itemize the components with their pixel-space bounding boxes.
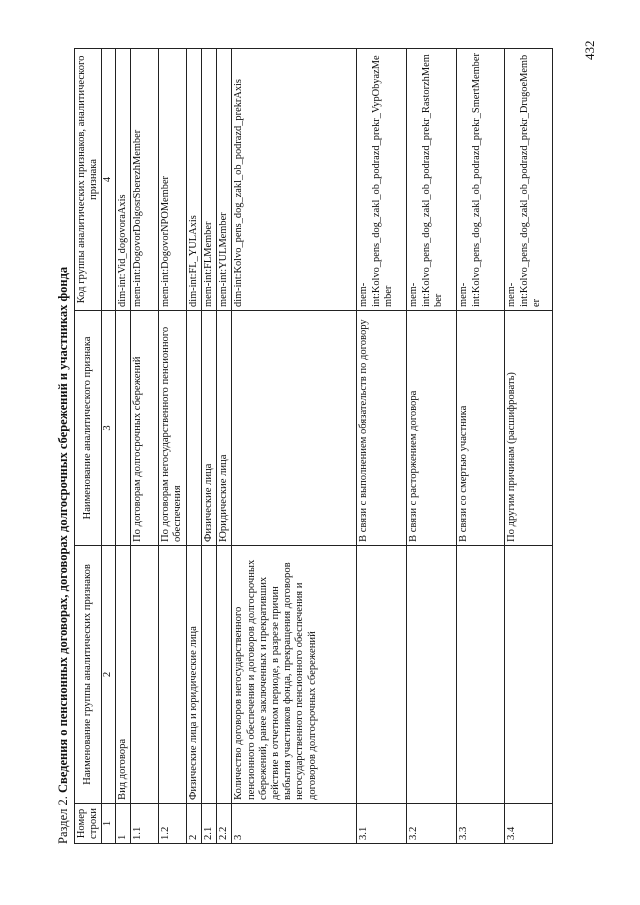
section-title [54, 49, 74, 844]
col-number: 4 [102, 49, 115, 311]
table-row [186, 49, 201, 844]
code-cell: mem-int:DogovorNPOMember [158, 49, 186, 311]
code-cell: dim-int:FL_YULAxis [186, 49, 201, 311]
feature-name [115, 311, 130, 546]
header-code: Код группы аналитических признаков, аналитического признака [75, 49, 102, 311]
table-row [232, 49, 357, 844]
feature-name: Юридические лица [217, 311, 232, 546]
row-number: 1 [115, 804, 130, 844]
feature-name: По договорам негосударственного пенсионного обеспечения [158, 311, 186, 546]
row-number: 2.2 [217, 804, 232, 844]
table-row [130, 49, 158, 844]
feature-name: В связи со смертью участника [457, 311, 505, 546]
col-number: 1 [102, 804, 115, 844]
code-cell: mem-int:Kolvo_pens_dog_zakl_ob_podrazd_prekr_SmertMember [457, 49, 505, 311]
group-name [130, 546, 158, 804]
table-row [115, 49, 130, 844]
table-row [202, 49, 217, 844]
group-name [202, 546, 217, 804]
header-group-name: Наименование группы аналитических признаков [75, 546, 102, 804]
group-name [505, 546, 553, 804]
col-number: 3 [102, 311, 115, 546]
section-prefix: Раздел 2. [56, 796, 70, 844]
table-row [407, 49, 457, 844]
code-cell: dim-int:Vid_dogovoraAxis [115, 49, 130, 311]
feature-name [186, 311, 201, 546]
row-number: 3.3 [457, 804, 505, 844]
row-number: 2.1 [202, 804, 217, 844]
group-name [217, 546, 232, 804]
header-feature-name: Наименование аналитического признака [75, 311, 102, 546]
code-cell: mem-int:Kolvo_pens_dog_zakl_ob_podrazd_prekr_RastorzhMember [407, 49, 457, 311]
row-number: 3.4 [505, 804, 553, 844]
feature-name: В связи с выполнением обязательств по договору [357, 311, 407, 546]
code-cell: mem-int:Kolvo_pens_dog_zakl_ob_podrazd_prekr_VypObyazMember [357, 49, 407, 311]
rotated-page-content [54, 49, 574, 844]
col-number: 2 [102, 546, 115, 804]
row-number: 1.1 [130, 804, 158, 844]
column-number-row [102, 49, 115, 844]
group-name: Вид договора [115, 546, 130, 804]
row-number: 1.2 [158, 804, 186, 844]
feature-name: По другим причинам (расшифровать) [505, 311, 553, 546]
group-name: Количество договоров негосударственного пенсионного обеспечения и договоров долгосрочных сбережений, ранее заключенных и прекративших действие в отчетном периоде, в разрезе причин выбытия участников фонда, прекращения договоров негосударственного пенсионного обеспечения и договоров долгосрочных сбережений [232, 546, 357, 804]
header-row-number: Номер строки [75, 804, 102, 844]
group-name [357, 546, 407, 804]
group-name [158, 546, 186, 804]
group-name [407, 546, 457, 804]
row-number: 3 [232, 804, 357, 844]
table-row [357, 49, 407, 844]
code-cell: mem-int:YULMember [217, 49, 232, 311]
code-cell: mem-int:FLMember [202, 49, 217, 311]
section-heading: Сведения о пенсионных договорах, договорах долгосрочных сбережений и участниках фонда [56, 266, 70, 794]
row-number: 3.2 [407, 804, 457, 844]
row-number: 3.1 [357, 804, 407, 844]
table-row [505, 49, 553, 844]
code-cell: dim-int:Kolvo_pens_dog_zakl_ob_podrazd_prekrAxis [232, 49, 357, 311]
group-name: Физические лица и юридические лица [186, 546, 201, 804]
code-cell: mem-int:DogovorDolgosrSberezhMember [130, 49, 158, 311]
code-cell: mem-int:Kolvo_pens_dog_zakl_ob_podrazd_prekr_DrugoeMember [505, 49, 553, 311]
analytic-features-table [74, 48, 553, 844]
row-number: 2 [186, 804, 201, 844]
table-row [158, 49, 186, 844]
feature-name: В связи с расторжением договора [407, 311, 457, 546]
feature-name: Физические лица [202, 311, 217, 546]
page-number: 432 [582, 40, 597, 60]
feature-name: По договорам долгосрочных сбережений [130, 311, 158, 546]
header-row [75, 49, 102, 844]
feature-name [232, 311, 357, 546]
table-row [457, 49, 505, 844]
group-name [457, 546, 505, 804]
table-row [217, 49, 232, 844]
